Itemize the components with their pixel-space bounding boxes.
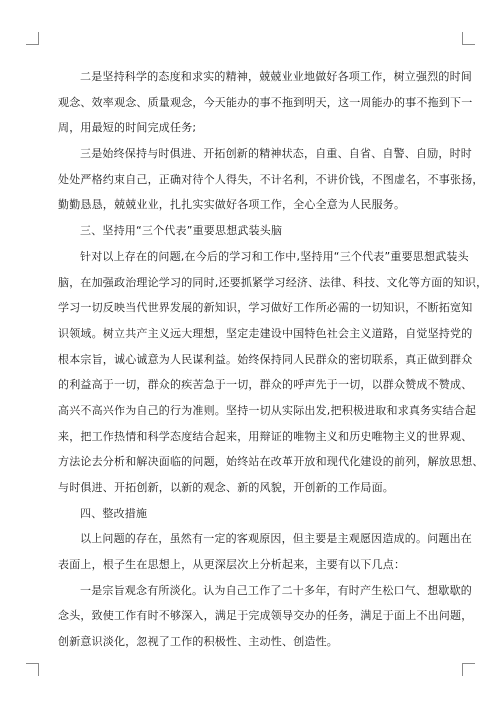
paragraph-line: 表面上，根子生在思想上，从更深层次上分析起来，主要有以下几点： [58, 558, 406, 572]
paragraph-line: 创新意识淡化，忽视了工作的积极性、主动性、创造性。 [58, 635, 338, 649]
crop-mark-bottom-right [462, 663, 475, 676]
crop-mark-bottom-left [26, 663, 39, 676]
crop-mark-top-right [462, 32, 475, 45]
paragraph-line: 念头，致使工作有时不够深入，满足于完成领导交办的任务，满足于面上不出问题， [58, 609, 473, 623]
paragraph-line: 以上问题的存在，虽然有一定的客观原因，但主要是主观愿因造成的。问题出在 [80, 532, 472, 546]
paragraph-line: 一是宗旨观念有所淡化。认为自己工作了二十多年，有时产生松口气、想歇歇的 [80, 583, 472, 597]
paragraph-line: 观念、效率观念、质量观念，今天能办的事不拖到明天，这一周能办的事不拖到下一 [58, 95, 473, 109]
paragraph-line: 三是始终保持与时俱进、开拓创新的精神状态，自重、自省、自警、自励，时时 [80, 147, 472, 161]
paragraph-line: 的利益高于一切，群众的疾苦急于一切，群众的呼声先于一切，以群众赞成不赞成、 [58, 378, 473, 392]
section-heading: 四、整改措施 [80, 506, 148, 520]
paragraph-line: 勤勤恳恳，兢兢业业，扎扎实实做好各项工作，全心全意为人民服务。 [58, 198, 406, 212]
paragraph-line: 识领域。树立共产主义远大理想，坚定走建设中国特色社会主义道路，自觉坚持党的 [58, 326, 473, 340]
paragraph-line: 来，把工作热情和科学态度结合起来，用辩证的唯物主义和历史唯物主义的世界观、 [58, 429, 473, 443]
paragraph-line: 高兴不高兴作为自己的行为准则。坚持一切从实际出发,把积极进取和求真务实结合起 [58, 403, 477, 417]
paragraph-line: 方法论去分析和解决面临的问题，始终站在改革开放和现代化建设的前列，解放思想、 [58, 455, 484, 469]
paragraph-line: 脑，在加强政治理论学习的同时,还要抓紧学习经济、法律、科技、文化等方面的知识， [58, 275, 488, 289]
paragraph-line: 二是坚持科学的态度和求实的精神，兢兢业业地做好各项工作，树立强烈的时间 [80, 70, 472, 83]
document-body [58, 64, 488, 655]
paragraph-line: 周，用最短的时间完成任务; [58, 121, 197, 135]
paragraph-line: 学习一切反映当代世界发展的新知识，学习做好工作所必需的一切知识，不断拓宽知 [58, 301, 473, 315]
paragraph-line: 与时俱进、开拓创新，以新的观念、新的风貌，开创新的工作局面。 [58, 481, 394, 494]
section-heading: 三、坚持用“三个代表”重要思想武装头脑 [80, 224, 283, 238]
paragraph-line: 处处严格约束自己，正确对待个人得失，不计名利，不讲价钱，不图虚名，不事张扬， [58, 172, 484, 186]
paragraph-line: 针对以上存在的问题,在今后的学习和工作中,坚持用“三个代表”重要思想武装头 [80, 249, 469, 263]
paragraph-line: 根本宗旨，诚心诚意为人民谋利益。始终保持同人民群众的密切联系，真正做到群众 [58, 352, 473, 366]
crop-mark-top-left [26, 32, 39, 45]
